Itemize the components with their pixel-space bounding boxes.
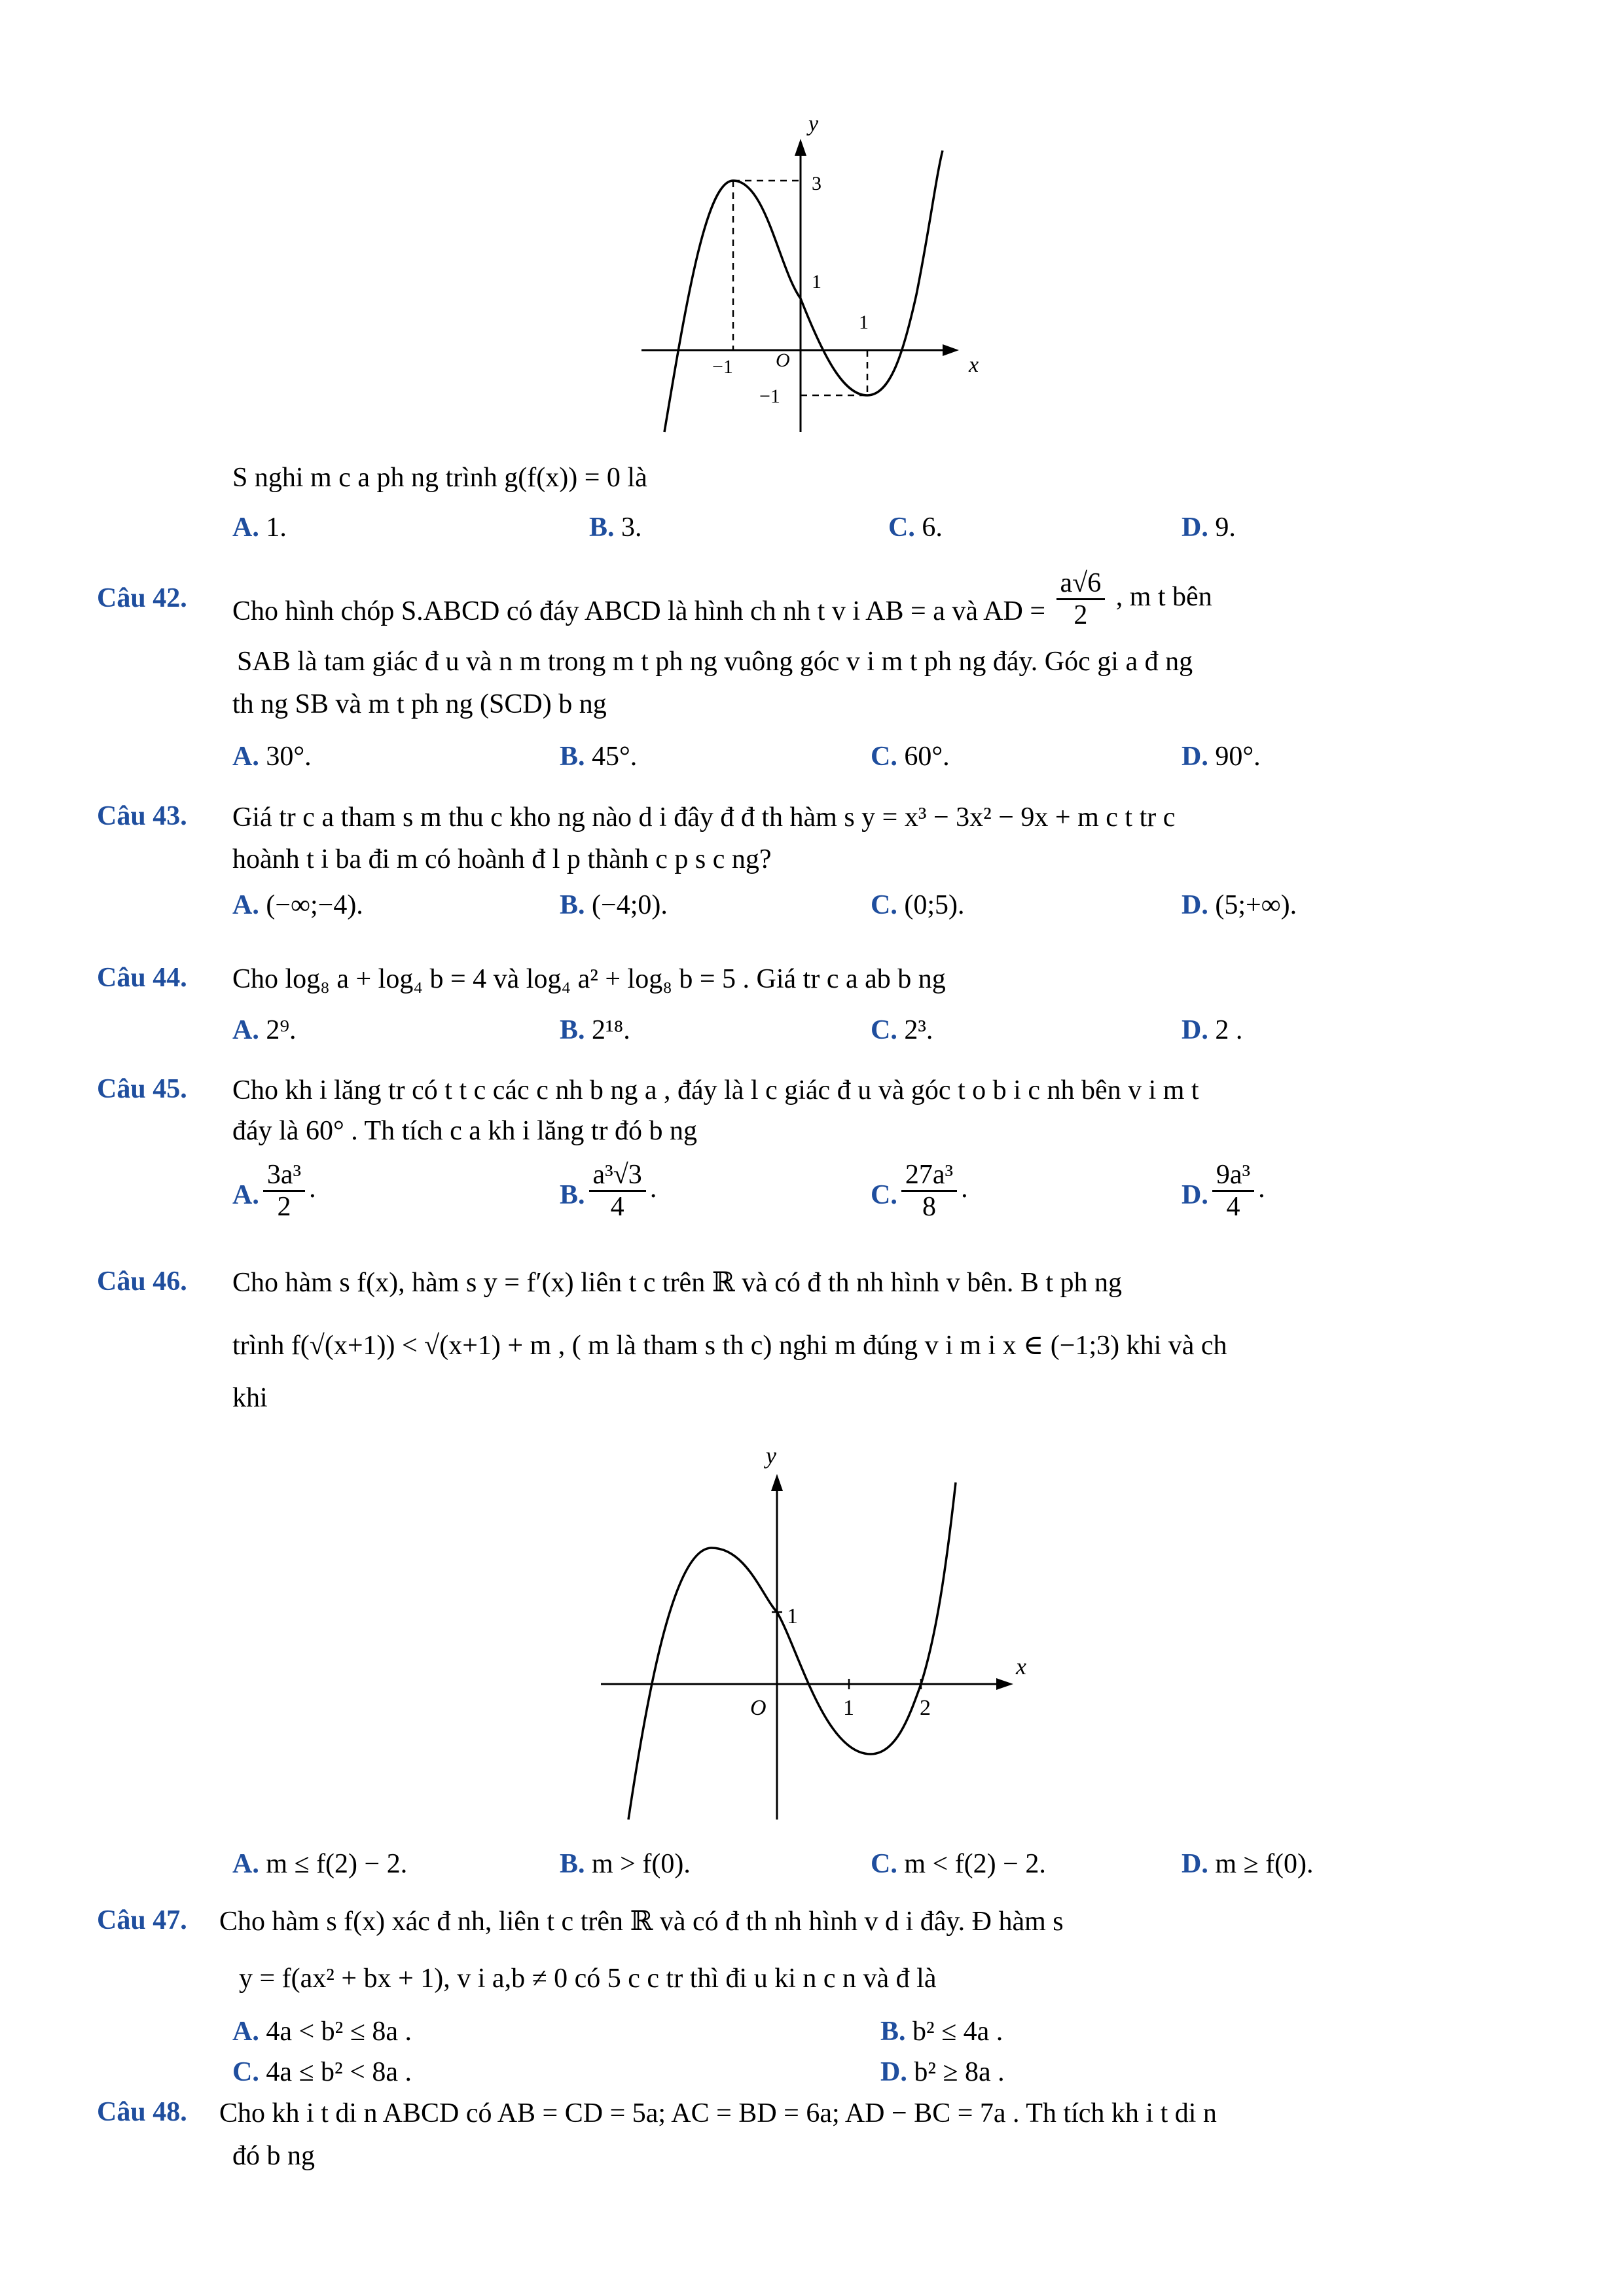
option-text: 30°.	[266, 742, 312, 772]
q46-line1: Cho hàm s f(x), hàm s y = f′(x) liên t c trên ℝ và có đ th nh hình v bên. B t ph ng	[232, 1268, 1123, 1298]
q45-number: Câu 45.	[97, 1074, 187, 1104]
option-text: (0;5).	[904, 890, 965, 920]
option-text: 2³.	[904, 1015, 933, 1045]
frac-num: 27a³	[901, 1160, 957, 1192]
curve-f	[664, 151, 943, 432]
option-letter: B.	[560, 1180, 585, 1211]
option-letter: B.	[560, 1849, 585, 1879]
q41-option-d[interactable]	[1182, 511, 1236, 545]
q46-option-b[interactable]	[560, 1847, 691, 1881]
tick-neg1x: −1	[712, 356, 733, 378]
tick-1x: 1	[843, 1696, 854, 1720]
q41-option-c[interactable]	[888, 511, 943, 545]
option-text: m ≥ f(0).	[1215, 1849, 1314, 1879]
option-letter: D.	[1182, 1180, 1208, 1211]
q43-option-d[interactable]	[1182, 888, 1297, 922]
q45-option-d[interactable]: D. $\frac{\text{9a³}}{4}$ .	[1182, 1160, 1265, 1222]
q42-line3: th ng SB và m t ph ng (SCD) b ng	[232, 689, 607, 719]
option-letter: C.	[888, 512, 915, 543]
option-letter: B.	[560, 742, 585, 772]
q44-option-d[interactable]	[1182, 1013, 1242, 1047]
option-letter: C.	[871, 1849, 897, 1879]
q47-line1: Cho hàm s f(x) xác đ nh, liên t c trên ℝ và có đ th nh hình v d i đây. Đ hàm s	[219, 1907, 1064, 1937]
frac-num: 9a³	[1212, 1160, 1254, 1192]
q47-option-c[interactable]	[232, 2055, 412, 2089]
option-text: 4a ≤ b² < 8a .	[266, 2057, 412, 2087]
q47-option-a[interactable]	[232, 2015, 412, 2049]
option-text: m < f(2) − 2.	[904, 1849, 1046, 1879]
option-fraction	[1212, 1160, 1254, 1222]
q46-line2: trình f(√(x+1)) < √(x+1) + m , ( m là tham s th c) nghi m đúng v i m i x ∈ (−1;3) khi và ch	[232, 1331, 1227, 1361]
q41-option-b[interactable]	[589, 511, 642, 545]
label-y: y	[766, 1443, 776, 1469]
option-letter: A.	[232, 2017, 259, 2047]
graph-g	[628, 98, 995, 445]
q41-stem: S nghi m c a ph ng trình g(f(x)) = 0 là	[232, 463, 647, 493]
graph-f-prime	[589, 1440, 1047, 1833]
q43-line1: Giá tr c a tham s m thu c kho ng nào d i đây đ đ th hàm s y = x³ − 3x² − 9x + m c t tr c	[232, 802, 1176, 833]
option-fraction	[901, 1160, 957, 1222]
q42-option-d[interactable]	[1182, 740, 1261, 774]
option-letter: D.	[1182, 890, 1208, 920]
origin-label: O	[750, 1696, 767, 1720]
tick-1y: 1	[812, 271, 821, 293]
option-text: 1.	[266, 512, 287, 543]
option-letter: B.	[560, 1015, 585, 1045]
option-text: m ≤ f(2) − 2.	[266, 1849, 408, 1879]
q47-option-b[interactable]	[880, 2015, 1003, 2049]
label-y: y	[808, 112, 819, 136]
label-x: x	[969, 353, 979, 377]
q44-number: Câu 44.	[97, 963, 187, 993]
frac-num: a√6	[1056, 568, 1106, 600]
option-text: (−4;0).	[592, 890, 668, 920]
q42-line2: SAB là tam giác đ u và n m trong m t ph ng vuông góc v i m t ph ng đáy. Góc gi a đ ng	[237, 647, 1193, 677]
q44-option-c[interactable]	[871, 1013, 933, 1047]
q47-number: Câu 47.	[97, 1905, 187, 1935]
q44-option-b[interactable]	[560, 1013, 630, 1047]
option-text: 90°.	[1215, 742, 1261, 772]
tick-3: 3	[812, 173, 821, 194]
option-text: 6.	[922, 512, 943, 543]
q43-option-a[interactable]	[232, 888, 363, 922]
x-axis-arrow	[943, 344, 959, 356]
frac-den: 2	[1074, 600, 1088, 630]
q43-option-c[interactable]	[871, 888, 965, 922]
q42-option-b[interactable]	[560, 740, 637, 774]
option-letter: C.	[871, 890, 897, 920]
option-text: 60°.	[904, 742, 950, 772]
y-axis-arrow	[771, 1474, 783, 1491]
option-text: 4a < b² ≤ 8a .	[266, 2017, 412, 2047]
q44-line1: Cho log₈ a + log₄ b = 4 và log₄ a² + log₈ b = 5 . Giá tr c a ab b ng	[232, 964, 946, 994]
label-x: x	[1016, 1653, 1026, 1679]
q47-line2: y = f(ax² + bx + 1), v i a,b ≠ 0 có 5 c c tr thì đi u ki n c n và đ là	[239, 1964, 937, 1994]
q42-line1a: Cho hình chóp S.ABCD có đáy ABCD là hình ch nh t v i AB = a và AD =	[232, 596, 1046, 627]
option-letter: D.	[1182, 1015, 1208, 1045]
q45-line1: Cho kh i lăng tr có t t c các c nh b ng a , đáy là l c giác đ u và góc t o b i c nh bên v i m t	[232, 1075, 1199, 1105]
option-letter: C.	[232, 2057, 259, 2087]
q42-option-a[interactable]	[232, 740, 312, 774]
q46-option-d[interactable]	[1182, 1847, 1314, 1881]
q42-line1b: , m t bên	[1115, 582, 1212, 613]
option-letter: B.	[560, 890, 585, 920]
curve-f-prime	[628, 1482, 956, 1820]
q42-option-c[interactable]	[871, 740, 950, 774]
tick-1y: 1	[787, 1604, 798, 1628]
q45-line2: đáy là 60° . Th tích c a kh i lăng tr đó b ng	[232, 1116, 698, 1146]
frac-num: a³√3	[589, 1160, 646, 1192]
option-letter: B.	[880, 2017, 906, 2047]
q44-option-a[interactable]	[232, 1013, 297, 1047]
option-letter: D.	[1182, 512, 1208, 543]
option-text: 9.	[1215, 512, 1236, 543]
q45-option-c[interactable]: C. $\frac{\text{27a³}}{8}$ .	[871, 1160, 968, 1222]
option-letter: A.	[232, 1180, 259, 1211]
q42-fraction	[1056, 568, 1106, 630]
option-text: 2 .	[1215, 1015, 1243, 1045]
option-letter: A.	[232, 742, 259, 772]
option-text: b² ≤ 4a .	[912, 2017, 1003, 2047]
option-letter: A.	[232, 890, 259, 920]
q46-option-c[interactable]	[871, 1847, 1046, 1881]
frac-den: 2	[277, 1192, 291, 1222]
option-text: 45°.	[592, 742, 638, 772]
frac-den: 8	[922, 1192, 936, 1222]
option-text: b² ≥ 8a .	[914, 2057, 1005, 2087]
q42-line1	[232, 568, 1212, 630]
option-letter: D.	[1182, 1849, 1208, 1879]
frac-num: 3a³	[263, 1160, 305, 1192]
option-letter: A.	[232, 512, 259, 543]
frac-den: 4	[610, 1192, 624, 1222]
option-letter: D.	[1182, 742, 1208, 772]
q46-number: Câu 46.	[97, 1266, 187, 1297]
option-text: 2⁹.	[266, 1015, 297, 1045]
x-axis-arrow	[996, 1678, 1013, 1690]
q41-option-a[interactable]	[232, 511, 287, 545]
y-axis-arrow	[795, 139, 806, 156]
option-letter: C.	[871, 1015, 897, 1045]
frac-den: 4	[1226, 1192, 1240, 1222]
option-letter: A.	[232, 1015, 259, 1045]
option-text: (−∞;−4).	[266, 890, 363, 920]
option-fraction	[263, 1160, 305, 1222]
option-text: m > f(0).	[592, 1849, 691, 1879]
option-text: (5;+∞).	[1215, 890, 1297, 920]
option-text: 3.	[621, 512, 642, 543]
q46-option-a[interactable]	[232, 1847, 407, 1881]
option-fraction	[589, 1160, 646, 1222]
option-letter: A.	[232, 1849, 259, 1879]
option-letter: C.	[871, 742, 897, 772]
q42-number: Câu 42.	[97, 583, 187, 613]
option-text: 2¹⁸.	[592, 1015, 630, 1045]
q48-line2: đó b ng	[232, 2141, 315, 2171]
option-letter: D.	[880, 2057, 907, 2087]
option-letter: C.	[871, 1180, 897, 1211]
q46-line3: khi	[232, 1383, 268, 1413]
q48-line1: Cho kh i t di n ABCD có AB = CD = 5a; AC = BD = 6a; AD − BC = 7a . Th tích kh i t di n	[219, 2098, 1217, 2128]
q47-option-d[interactable]	[880, 2055, 1005, 2089]
q45-option-a[interactable]: A. $\frac{\text{3a³}}{2}$ .	[232, 1160, 316, 1222]
q43-number: Câu 43.	[97, 801, 187, 831]
option-letter: B.	[589, 512, 615, 543]
q45-option-b[interactable]: B. $\frac{\text{a³√3}}{4}$ .	[560, 1160, 657, 1222]
origin-label: O	[776, 350, 790, 371]
q43-option-b[interactable]	[560, 888, 668, 922]
tick-2x: 2	[920, 1696, 931, 1720]
tick-neg1y: −1	[759, 386, 780, 407]
q48-number: Câu 48.	[97, 2097, 187, 2127]
tick-1x: 1	[859, 312, 869, 333]
q43-line2: hoành t i ba đi m có hoành đ l p thành c p s c ng?	[232, 844, 772, 874]
